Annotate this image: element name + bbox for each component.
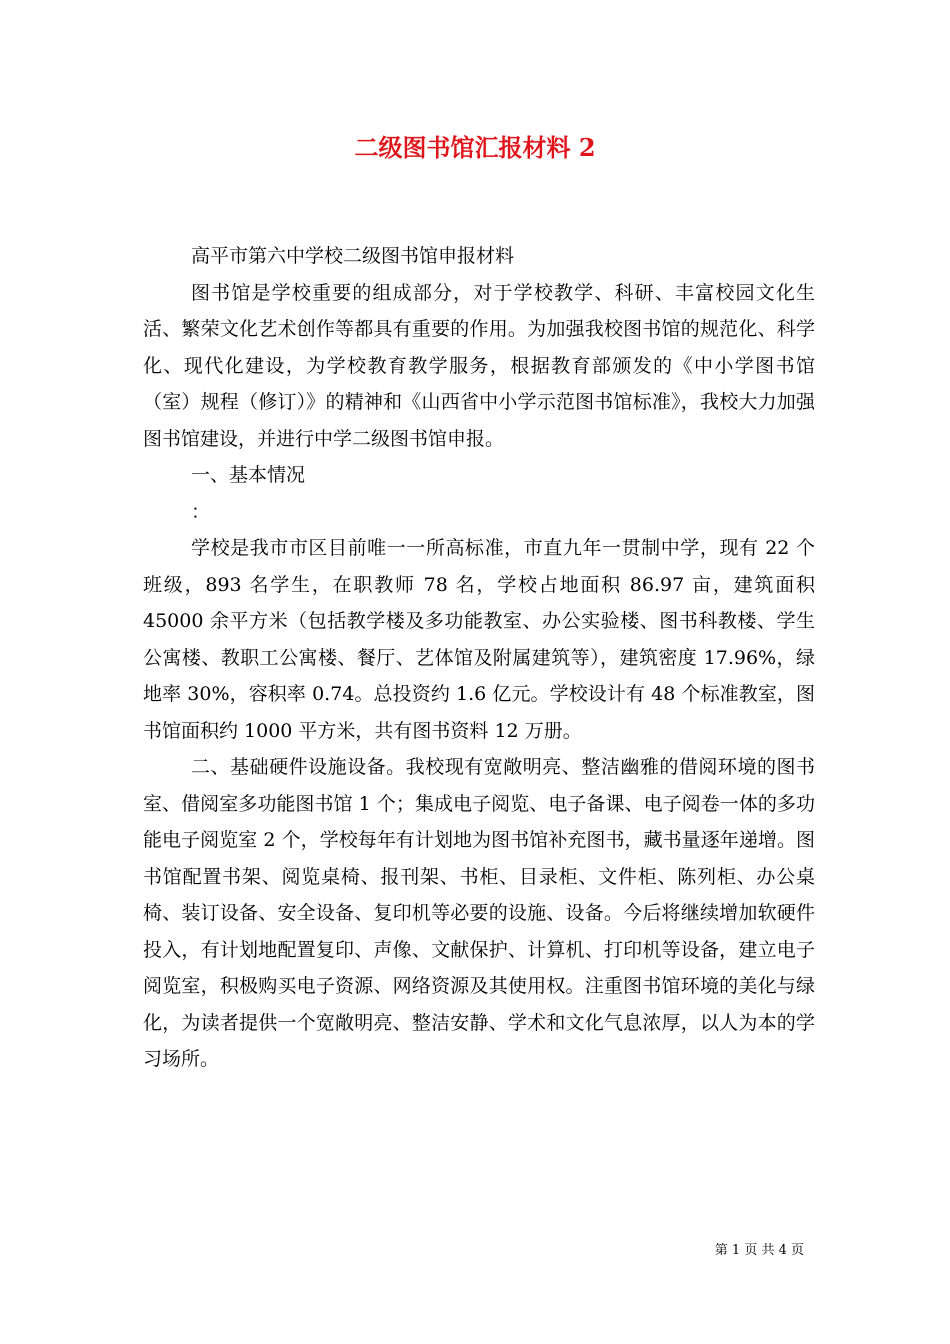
paragraph-school-heading: 高平市第六中学校二级图书馆申报材料 — [191, 245, 515, 267]
paragraph-intro: 图书馆是学校重要的组成部分，对于学校教学、科研、丰富校园文化生活、繁荣文化艺术创作等都具有重要的作用。为加强我校图书馆的规范化、科学化、现代化建设，为学校教育教学服务，根据教育部颁发的《中小学图书馆（室）规程（修订）》的精神和《山西省中小学示范图书馆标准》，我校大力加强图书馆建设，并进行中学二级图书馆申报。 — [143, 281, 815, 450]
page-footer: 第 1 页 共 4 页 — [714, 1243, 804, 1258]
paragraph-basic-info: 学校是我市市区目前唯一一所高标准，市直九年一贯制中学，现有 22 个班级，893 名学生，在职教师 78 名，学校占地面积 86.97 亩，建筑面积 45000 余平方米（包括教学楼及多功能教室、办公实验楼、图书科教楼、学生公寓楼、教职工公寓楼、餐厅、艺体馆及附属建筑等），建筑密度 17.96%，绿地率 30%，容积率 0.74。总投资约 1.6 亿元。学校设计有 48 个标准教室，图书馆面积约 1000 平方米，共有图书资料 12 万册。 — [143, 537, 815, 742]
document-title: 二级图书馆汇报材料 2 — [354, 133, 596, 162]
section-heading-basic-info: 一、基本情况 — [191, 464, 306, 486]
paragraph-colon: ： — [191, 500, 211, 523]
document-body — [143, 238, 815, 1078]
paragraph-hardware-facilities: 二、基础硬件设施设备。我校现有宽敞明亮、整洁幽雅的借阅环境的图书室、借阅室多功能图书馆 1 个；集成电子阅览、电子备课、电子阅卷一体的多功能电子阅览室 2 个，学校每年有计划地为图书馆补充图书，藏书量逐年递增。图书馆配置书架、阅览桌椅、报刊架、书柜、目录柜、文件柜、陈列柜、办公桌椅、装订设备、安全设备、复印机等必要的设施、设备。今后将继续增加软硬件投入，有计划地配置复印、声像、文献保护、计算机、打印机等设备，建立电子阅览室，积极购买电子资源、网络资源及其使用权。注重图书馆环境的美化与绿化，为读者提供一个宽敞明亮、整洁安静、学术和文化气息浓厚，以人为本的学习场所。 — [143, 756, 815, 1070]
